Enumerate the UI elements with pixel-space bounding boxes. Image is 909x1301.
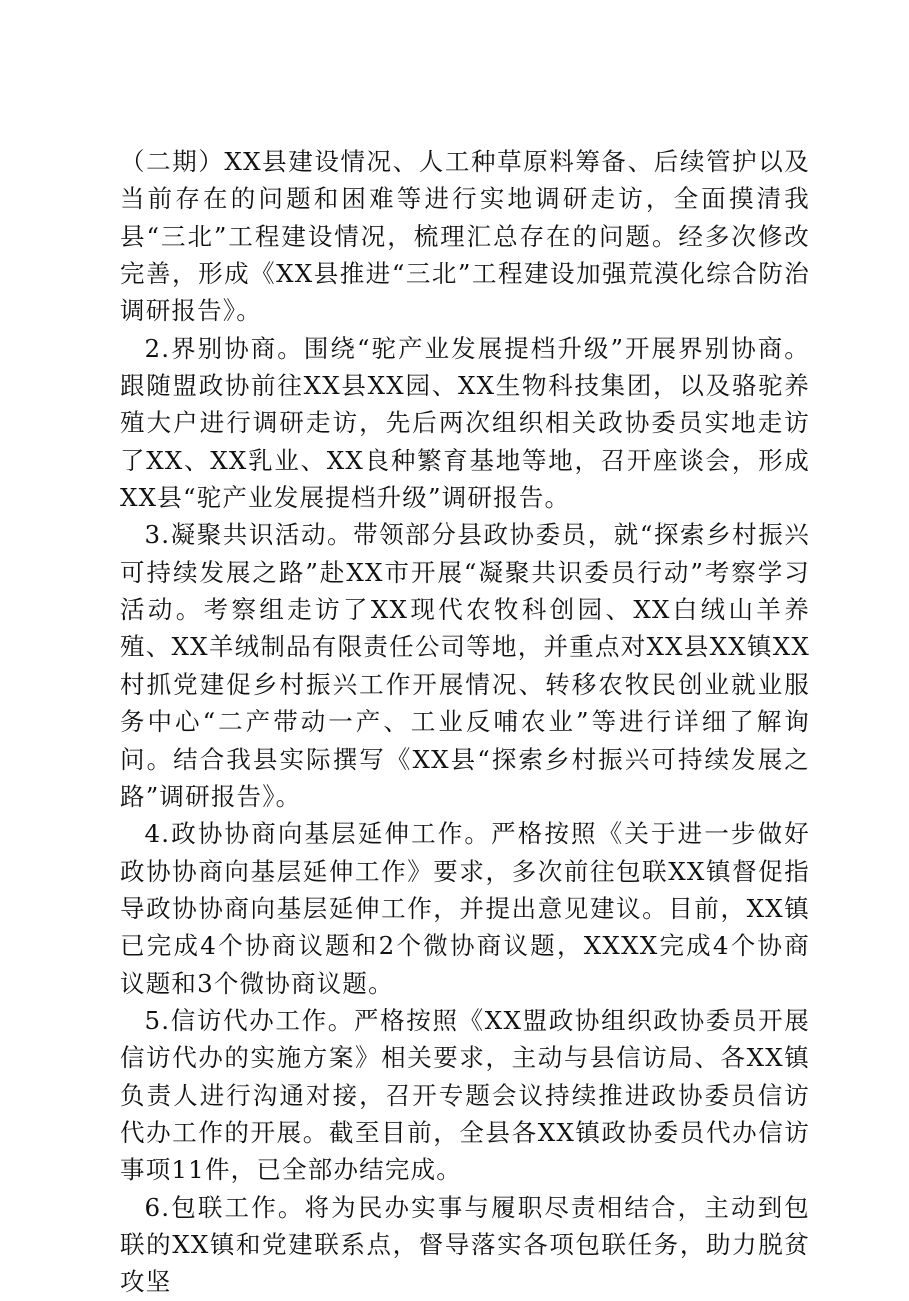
paragraph-petition-agency: 5.信访代办工作。严格按照《XX盟政协组织政协委员开展信访代办的实施方案》相关要求，主动与县信访局、各XX镇负责人进行沟通对接，召开专题会议持续推进政协委员信访代办工作的开展。截至目前，全县各XX镇政协委员代办信访事项11件，已全部办结完成。: [120, 1005, 810, 1185]
paragraph-grassroots-extension: 4.政协协商向基层延伸工作。严格按照《关于进一步做好政协协商向基层延伸工作》要求，多次前往包联XX镇督促指导政协协商向基层延伸工作，并提出意见建议。目前，XX镇已完成4个协商议题和2个微协商议题，XXXX完成4个协商议题和3个微协商议题。: [120, 819, 810, 998]
paragraph-sector-consultation: 2.界别协商。围绕“驼产业发展提档升级”开展界别协商。跟随盟政协前往XX县XX园、XX生物科技集团，以及骆驼养殖大户进行调研走访，先后两次组织相关政协委员实地走访了XX、XX乳业、XX良种繁育基地等地，召开座谈会，形成XX县“驼产业发展提档升级”调研报告。: [120, 333, 810, 513]
paragraph-continuation: （二期）XX县建设情况、人工种草原料筹备、后续管护以及当前存在的问题和困难等进行实地调研走访，全面摸清我县“三北”工程建设情况，梳理汇总存在的问题。经多次修改完善，形成《XX县推进“三北”工程建设加强荒漠化综合防治调研报告》。: [120, 147, 810, 326]
paragraph-liaison-work: 6.包联工作。将为民办实事与履职尽责相结合，主动到包联的XX镇和党建联系点，督导落实各项包联任务，助力脱贫攻坚: [120, 1192, 810, 1297]
document-body: [120, 143, 810, 1301]
paragraph-consensus-activity: 3.凝聚共识活动。带领部分县政协委员，就“探索乡村振兴可持续发展之路”赴XX市开展“凝聚共识委员行动”考察学习活动。考察组走访了XX现代农牧科创园、XX白绒山羊养殖、XX羊绒制品有限责任公司等地，并重点对XX县XX镇XX村抓党建促乡村振兴工作开展情况、转移农牧民创业就业服务中心“二产带动一产、工业反哺农业”等进行详细了解询问。结合我县实际撰写《XX县“探索乡村振兴可持续发展之路”调研报告》。: [120, 520, 810, 811]
